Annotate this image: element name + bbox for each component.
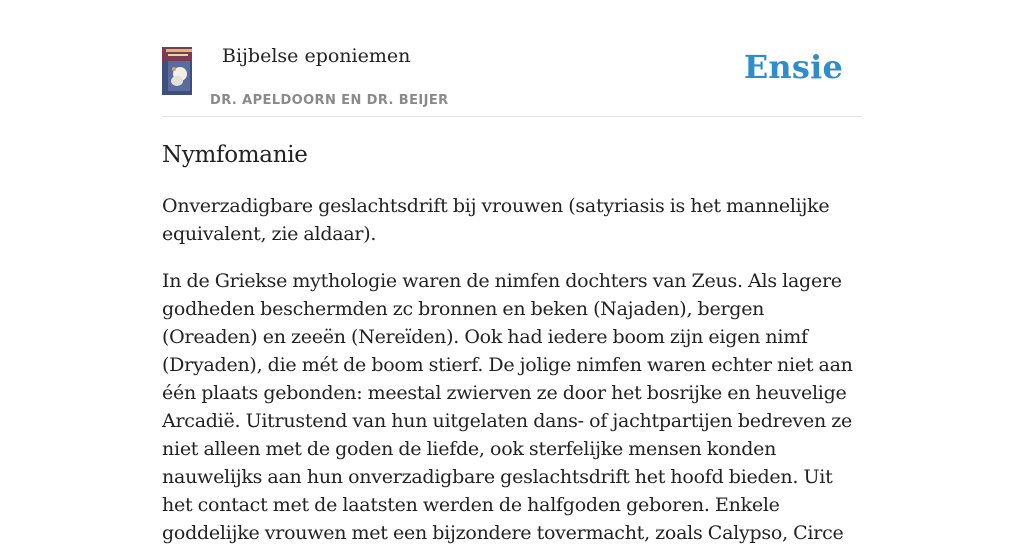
article-paragraph: Onverzadigbare geslachtsdrift bij vrouwen (satyriasis is het mannelijke equivalent, zie aldaar). bbox=[162, 195, 830, 245]
article-paragraph: In de Griekse mythologie waren de nimfen dochters van Zeus. Als lagere godheden beschermden zc bronnen en beken (Najaden), bergen (Oreaden) en zeeën (Nereïden). Ook had iedere boom zijn eigen nimf (Dryaden), die mét de boom stierf. De jolige nimfen waren echter niet aan één plaats gebonden: meestal zwierven ze door het bosrijke en heuvelige Arcadië. Uitrustend van hun uitgelaten dans- of jachtpartijen bedreven ze niet alleen met de goden de liefde, ook sterfelijke mensen konden nauwelijks aan hun onverzadigbare geslachtsdrift het hoofd bieden. Uit het contact met de laatsten werden de halfgoden geboren. Enkele goddelijke vrouwen met een bijzondere tovermacht, zoals Calypso, Circe bbox=[162, 270, 853, 544]
book-authors[interactable]: DR. APELDOORN EN DR. BEIJER bbox=[210, 93, 449, 108]
header bbox=[162, 0, 862, 117]
book-cover-icon[interactable] bbox=[162, 47, 210, 95]
book-title[interactable]: Bijbelse eponiemen bbox=[222, 45, 411, 67]
book-cover-image bbox=[162, 47, 210, 95]
article-title: Nymfomanie bbox=[162, 142, 308, 168]
ensie-logo[interactable]: Ensie bbox=[743, 48, 843, 86]
article bbox=[162, 138, 862, 547]
